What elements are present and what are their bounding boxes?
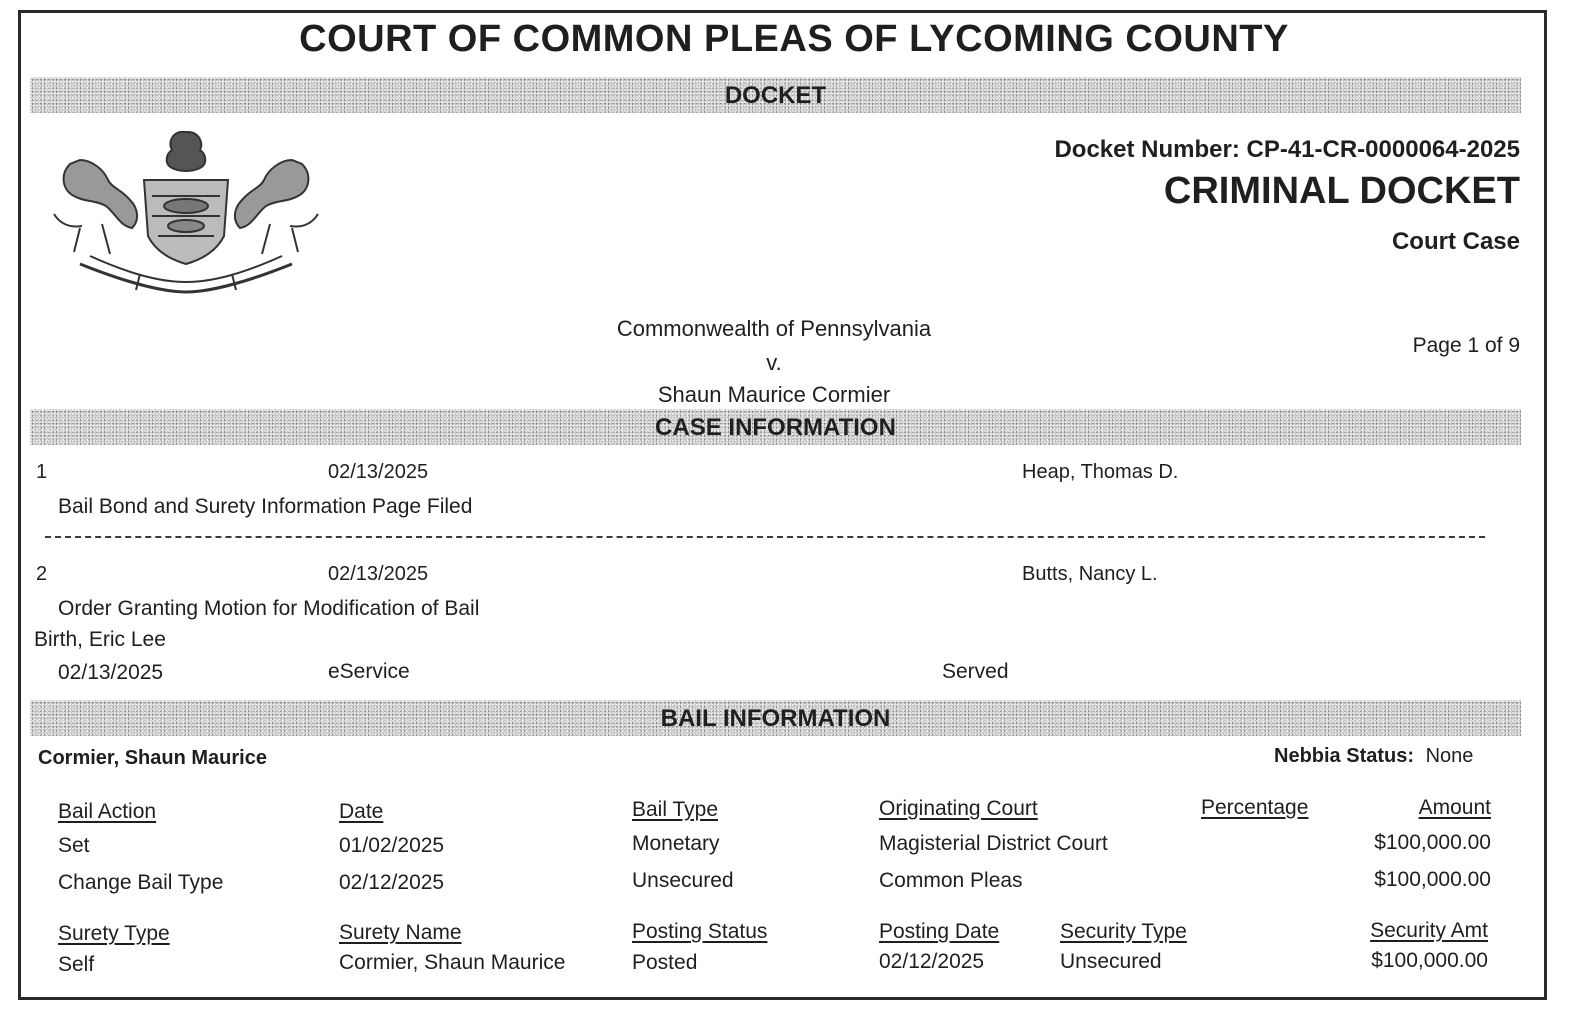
service-status: Served <box>942 660 1009 683</box>
bail-header-court: Originating Court <box>879 797 1038 820</box>
surety-header-type: Surety Type <box>58 922 170 945</box>
entry-seq: 2 <box>36 563 48 585</box>
surety-row-security-type: Unsecured <box>1060 950 1162 973</box>
caption-versus: v. <box>766 350 782 375</box>
bail-row-action: Change Bail Type <box>58 871 224 894</box>
bail-row-court: Magisterial District Court <box>879 832 1108 855</box>
surety-header-security-amt: Security Amt <box>1370 919 1488 942</box>
entry-date: 02/13/2025 <box>328 563 429 585</box>
surety-header-security-type: Security Type <box>1060 920 1187 943</box>
bail-header-date: Date <box>339 800 384 823</box>
nebbia-status-label: Nebbia Status: <box>1274 745 1415 767</box>
docket-number: CP-41-CR-0000064-2025 <box>1246 136 1520 163</box>
bail-row-court: Common Pleas <box>879 869 1023 892</box>
entry-judge: Butts, Nancy L. <box>1022 563 1158 585</box>
bail-row-type: Unsecured <box>632 869 734 892</box>
nebbia-status <box>1274 745 1473 768</box>
surety-row-posting-status: Posted <box>632 951 698 974</box>
bail-header-amount: Amount <box>1418 796 1491 819</box>
bail-header-action: Bail Action <box>58 800 157 823</box>
court-case-label: Court Case <box>1391 228 1520 255</box>
surety-row-security-amt: $100,000.00 <box>1371 949 1488 972</box>
bail-row-type: Monetary <box>632 832 720 855</box>
service-date: 02/13/2025 <box>58 661 164 684</box>
bail-header-type: Bail Type <box>632 798 718 821</box>
bail-row-amount: $100,000.00 <box>1374 831 1491 854</box>
bail-header-percentage: Percentage <box>1201 796 1309 819</box>
bail-defendant-name: Cormier, Shaun Maurice <box>38 747 267 769</box>
surety-header-posting-status: Posting Status <box>632 920 768 943</box>
bail-information-band <box>30 700 1521 736</box>
caption-plaintiff: Commonwealth of Pennsylvania <box>616 316 932 341</box>
bail-row-date: 01/02/2025 <box>339 834 445 857</box>
entry-divider <box>45 536 1485 538</box>
case-information-label: CASE INFORMATION <box>655 414 896 441</box>
case-information-band <box>30 409 1521 445</box>
entry-judge: Heap, Thomas D. <box>1022 461 1179 483</box>
service-party: Birth, Eric Lee <box>34 628 166 651</box>
surety-header-posting-date: Posting Date <box>879 920 1000 943</box>
surety-row-type: Self <box>58 953 95 976</box>
entry-description: Order Granting Motion for Modification of Bail <box>58 597 480 620</box>
docket-number-line <box>1054 136 1520 164</box>
bail-information-label: BAIL INFORMATION <box>660 705 891 732</box>
bail-row-action: Set <box>58 834 90 857</box>
entry-date: 02/13/2025 <box>328 461 429 483</box>
bail-row-date: 02/12/2025 <box>339 871 445 894</box>
court-title: COURT OF COMMON PLEAS OF LYCOMING COUNTY <box>299 18 1289 60</box>
docket-number-label: Docket Number: <box>1054 136 1240 163</box>
bail-row-amount: $100,000.00 <box>1374 868 1491 891</box>
surety-row-name: Cormier, Shaun Maurice <box>339 951 566 974</box>
service-method: eService <box>328 660 410 683</box>
docket-band <box>30 77 1521 113</box>
criminal-docket-heading: CRIMINAL DOCKET <box>1163 170 1520 212</box>
surety-header-name: Surety Name <box>339 921 462 944</box>
caption-defendant: Shaun Maurice Cormier <box>657 382 891 407</box>
pennsylvania-coat-of-arms-icon <box>40 124 332 300</box>
entry-seq: 1 <box>36 461 48 483</box>
nebbia-status-value: None <box>1425 745 1474 767</box>
surety-row-posting-date: 02/12/2025 <box>879 950 985 973</box>
entry-description: Bail Bond and Surety Information Page Filed <box>58 495 473 518</box>
page-indicator: Page 1 of 9 <box>1412 334 1520 357</box>
docket-band-label: DOCKET <box>724 82 827 109</box>
